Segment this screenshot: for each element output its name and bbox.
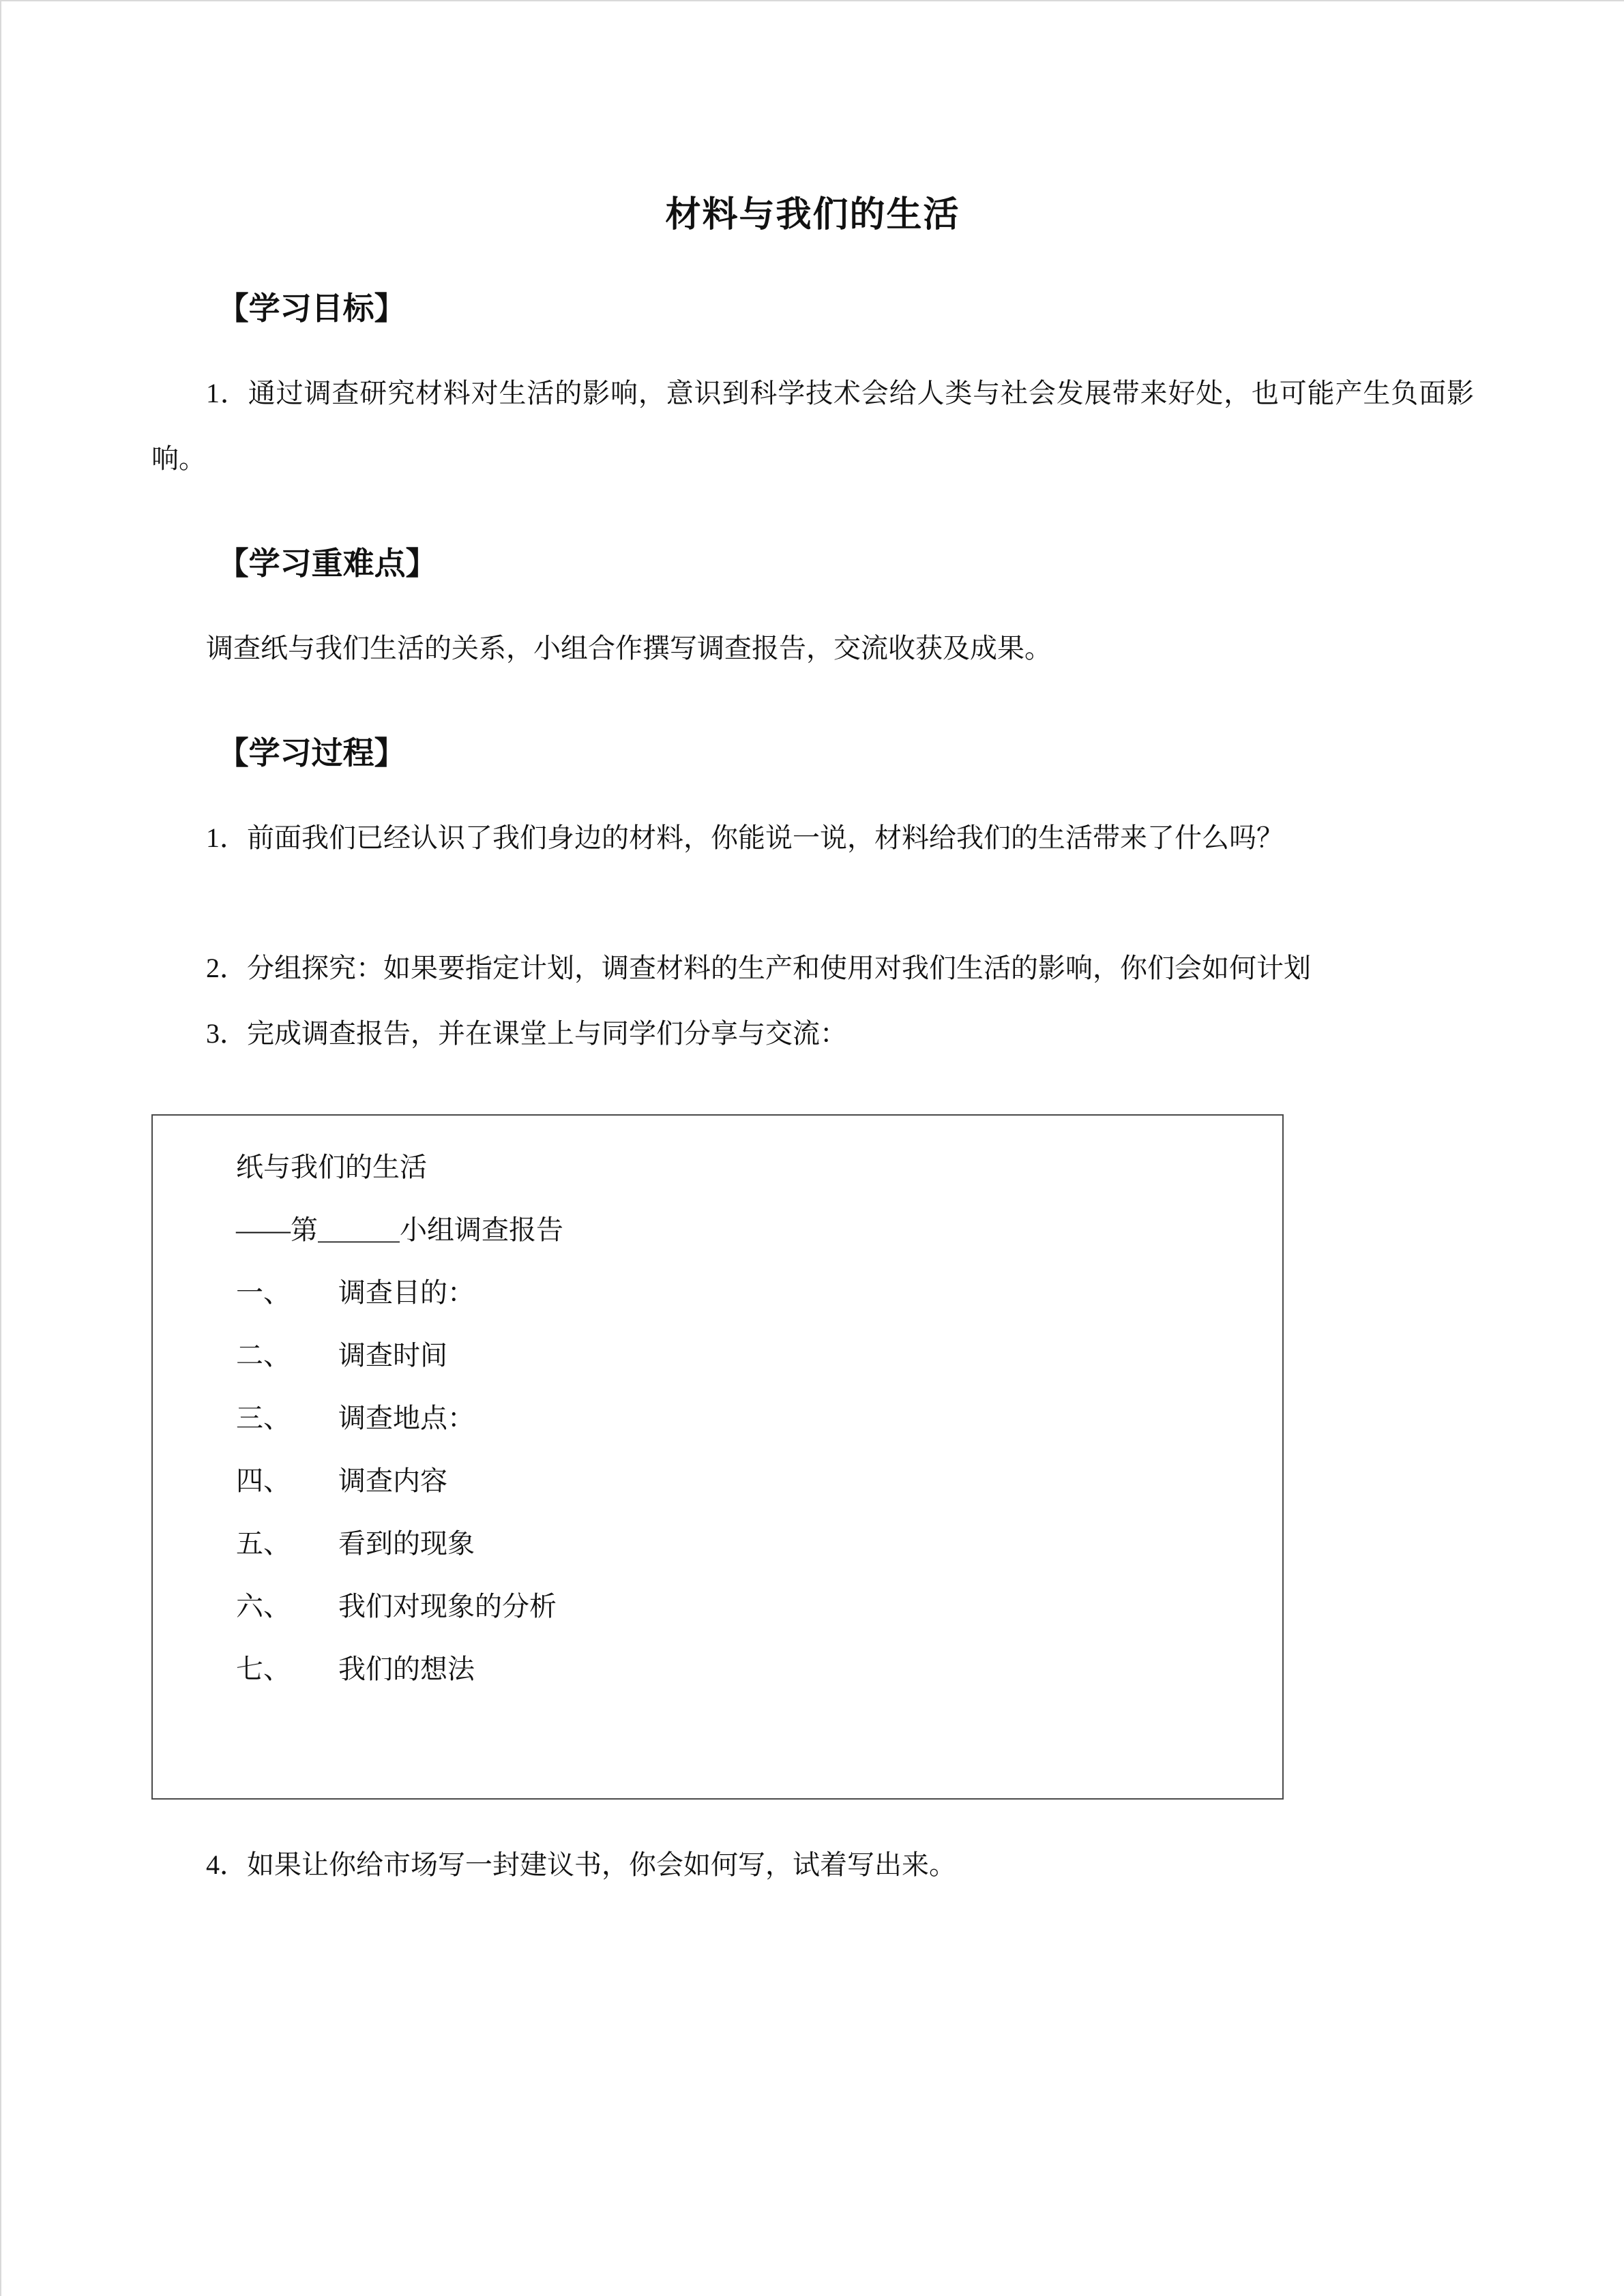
survey-report-box <box>151 1114 1284 1800</box>
report-item-3-number: 三、 <box>236 1403 291 1433</box>
report-item-7-number: 七、 <box>236 1654 291 1684</box>
process-item-4: 4．如果让你给市场写一封建议书，你会如何写，试着写出来。 <box>206 1849 956 1880</box>
report-subtitle <box>236 1199 1255 1262</box>
key-points-text: 调查纸与我们生活的关系，小组合作撰写调查报告，交流收获及成果。 <box>206 633 1052 664</box>
report-item-4-number: 四、 <box>236 1465 291 1496</box>
process-item-3: 3．完成调查报告，并在课堂上与同学们分享与交流： <box>206 1018 847 1049</box>
report-subtitle-prefix: ——第 <box>236 1214 318 1245</box>
report-item-2 <box>236 1324 1255 1387</box>
report-subtitle-blank: ＿＿＿ <box>318 1214 400 1245</box>
process-item-1: 1．前面我们已经认识了我们身边的材料，你能说一说，材料给我们的生活带来了什么吗？ <box>206 822 1284 853</box>
objectives-text: 1．通过调查研究材料对生活的影响，意识到科学技术会给人类与社会发展带来好处，也可能产生负面影响。 <box>151 378 1474 474</box>
report-item-3 <box>236 1387 1255 1450</box>
report-title: 纸与我们的生活 <box>236 1152 427 1182</box>
section-heading-key-points: 【学习重难点】 <box>217 546 437 581</box>
section-heading-objectives: 【学习目标】 <box>217 291 406 326</box>
report-item-1 <box>236 1262 1255 1324</box>
page-title: 材料与我们的生活 <box>665 196 960 235</box>
report-item-5-label: 看到的现象 <box>338 1528 475 1559</box>
report-item-7-label: 我们的想法 <box>338 1654 475 1684</box>
section-heading-process: 【学习过程】 <box>217 736 406 771</box>
report-item-2-number: 二、 <box>236 1340 291 1371</box>
report-item-5 <box>236 1512 1255 1575</box>
report-subtitle-suffix: 小组调查报告 <box>400 1214 563 1245</box>
report-item-1-label: 调查目的： <box>338 1277 475 1308</box>
report-item-5-number: 五、 <box>236 1528 291 1559</box>
report-item-6-label: 我们对现象的分析 <box>338 1591 557 1622</box>
report-item-6-number: 六、 <box>236 1591 291 1622</box>
report-item-4-label: 调查内容 <box>338 1465 447 1496</box>
report-item-6 <box>236 1575 1255 1638</box>
process-item-2: 2．分组探究：如果要指定计划，调查材料的生产和使用对我们生活的影响，你们会如何计划 <box>206 953 1311 983</box>
report-item-1-number: 一、 <box>236 1277 291 1308</box>
report-item-2-label: 调查时间 <box>338 1340 447 1371</box>
report-item-4 <box>236 1450 1255 1512</box>
report-item-7 <box>236 1638 1255 1701</box>
report-item-3-label: 调查地点： <box>338 1403 475 1433</box>
